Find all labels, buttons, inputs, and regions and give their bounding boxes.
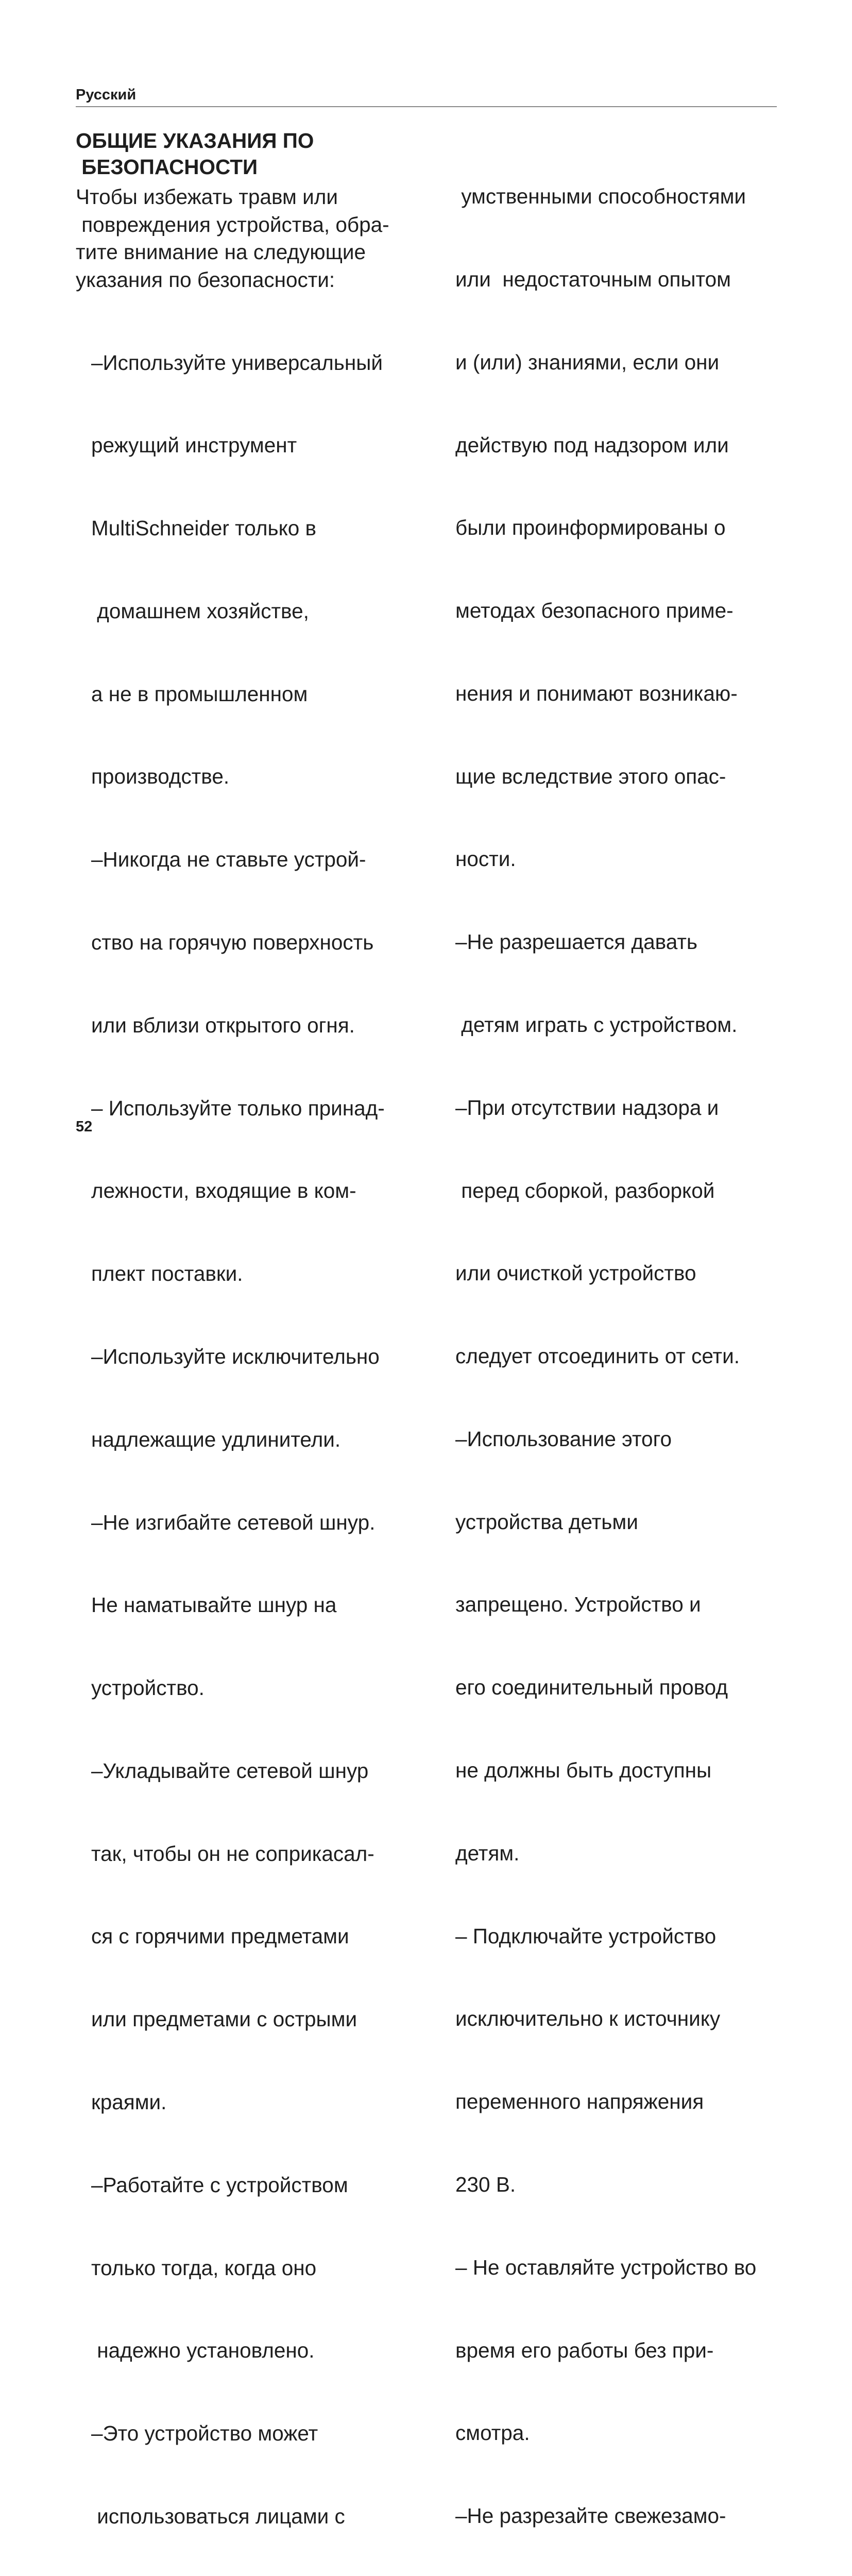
list-line: Не наматывайте шнур на xyxy=(91,1593,337,1617)
list-line: действую под надзором или xyxy=(455,433,729,457)
list-line: только тогда, когда оно xyxy=(91,2256,317,2280)
list-line: –Не изгибайте сетевой шнур. xyxy=(91,1510,376,1534)
list-line: следует отсоединить от сети. xyxy=(455,1344,740,1368)
language-label: Русский xyxy=(76,87,137,103)
list-line: –Не разрешается давать xyxy=(455,930,697,954)
list-line: – Подключайте устройство xyxy=(455,1924,717,1948)
list-line: 230 В. xyxy=(455,2172,516,2196)
list-line: так, чтобы он не соприкасал- xyxy=(91,1841,374,1866)
list-line: смотра. xyxy=(455,2421,530,2445)
list-line: не должны быть доступны xyxy=(455,1758,712,1783)
list-line: режущий инструмент xyxy=(91,433,297,457)
list-line: детям играть с устройством. xyxy=(455,1013,738,1037)
list-line: нения и понимают возникаю- xyxy=(455,681,738,705)
list-line: или недостаточным опытом xyxy=(455,267,731,291)
list-line: ство на горячую поверхность xyxy=(91,930,374,955)
heading-line: ОБЩИЕ УКАЗАНИЯ ПО xyxy=(76,129,314,152)
list-line: запрещено. Устройство и xyxy=(455,1592,701,1617)
list-line: или очисткой устройство xyxy=(455,1261,696,1285)
list-line: краями. xyxy=(91,2090,167,2114)
list-line: производстве. xyxy=(91,765,230,789)
intro-line: указания по безопасности: xyxy=(76,267,335,292)
list-line: переменного напряжения xyxy=(455,2090,704,2114)
list-line: –При отсутствии надзора и xyxy=(455,1095,719,1120)
list-line: исключительно к источнику xyxy=(455,2007,721,2031)
intro-line: Чтобы избежать травм или xyxy=(76,185,338,209)
list-line: умственными способностями xyxy=(455,184,746,209)
list-line: были проинформированы о xyxy=(455,516,726,540)
header-divider xyxy=(76,106,777,107)
heading-line: БЕЗОПАСНОСТИ xyxy=(76,155,258,179)
list-line: – Используйте только принад- xyxy=(91,1096,385,1120)
list-line: ности. xyxy=(455,847,516,871)
list-line: устройство. xyxy=(91,1676,205,1700)
list-line: –Укладывайте сетевой шнур xyxy=(91,1758,369,1783)
list-line: –Работайте с устройством xyxy=(91,2173,348,2197)
list-line: домашнем хозяйстве, xyxy=(91,599,309,623)
list-line: или вблизи открытого огня. xyxy=(91,1013,355,1037)
list-line: надежно установлено. xyxy=(91,2338,315,2363)
list-line: детям. xyxy=(455,1841,520,1865)
intro-line: повреждения устройства, обра- xyxy=(76,212,389,236)
list-line: устройства детьми xyxy=(455,1510,638,1534)
intro-paragraph xyxy=(76,183,436,294)
safety-list-left xyxy=(76,294,436,2576)
list-line: и (или) знаниями, если они xyxy=(455,350,720,374)
list-line: –Используйте исключительно xyxy=(91,1344,380,1368)
list-line: лежности, входящие в ком- xyxy=(91,1179,356,1203)
list-line: ся с горячими предметами xyxy=(91,1924,349,1948)
list-line: –Использование этого xyxy=(455,1427,672,1451)
list-line: его соединительный провод xyxy=(455,1675,728,1700)
page-number: 52 xyxy=(76,1118,93,1135)
list-line: надлежащие удлинители. xyxy=(91,1427,341,1451)
right-column xyxy=(455,128,806,2576)
list-line: MultiSchneider только в xyxy=(91,516,317,540)
list-line: щие вследствие этого опас- xyxy=(455,764,726,788)
intro-line: тите внимание на следующие xyxy=(76,240,366,264)
list-line: а не в промышленном xyxy=(91,682,308,706)
list-line: –Это устройство может xyxy=(91,2421,318,2446)
list-line: –Никогда не ставьте устрой- xyxy=(91,848,366,872)
list-line: использоваться лицами с xyxy=(91,2504,345,2528)
list-line: методах безопасного приме- xyxy=(455,599,734,623)
list-line: перед сборкой, разборкой xyxy=(455,1178,715,1202)
list-line: –Используйте универсальный xyxy=(91,350,383,375)
list-line: время его работы без при- xyxy=(455,2338,714,2362)
list-line: –Не разрезайте свежезамо- xyxy=(455,2504,726,2528)
list-line: плект поставки. xyxy=(91,1262,243,1286)
list-line: или предметами с острыми xyxy=(91,2007,357,2031)
list-line: – Не оставляйте устройство во xyxy=(455,2255,757,2279)
section-heading xyxy=(76,128,436,180)
left-column xyxy=(76,128,436,2576)
